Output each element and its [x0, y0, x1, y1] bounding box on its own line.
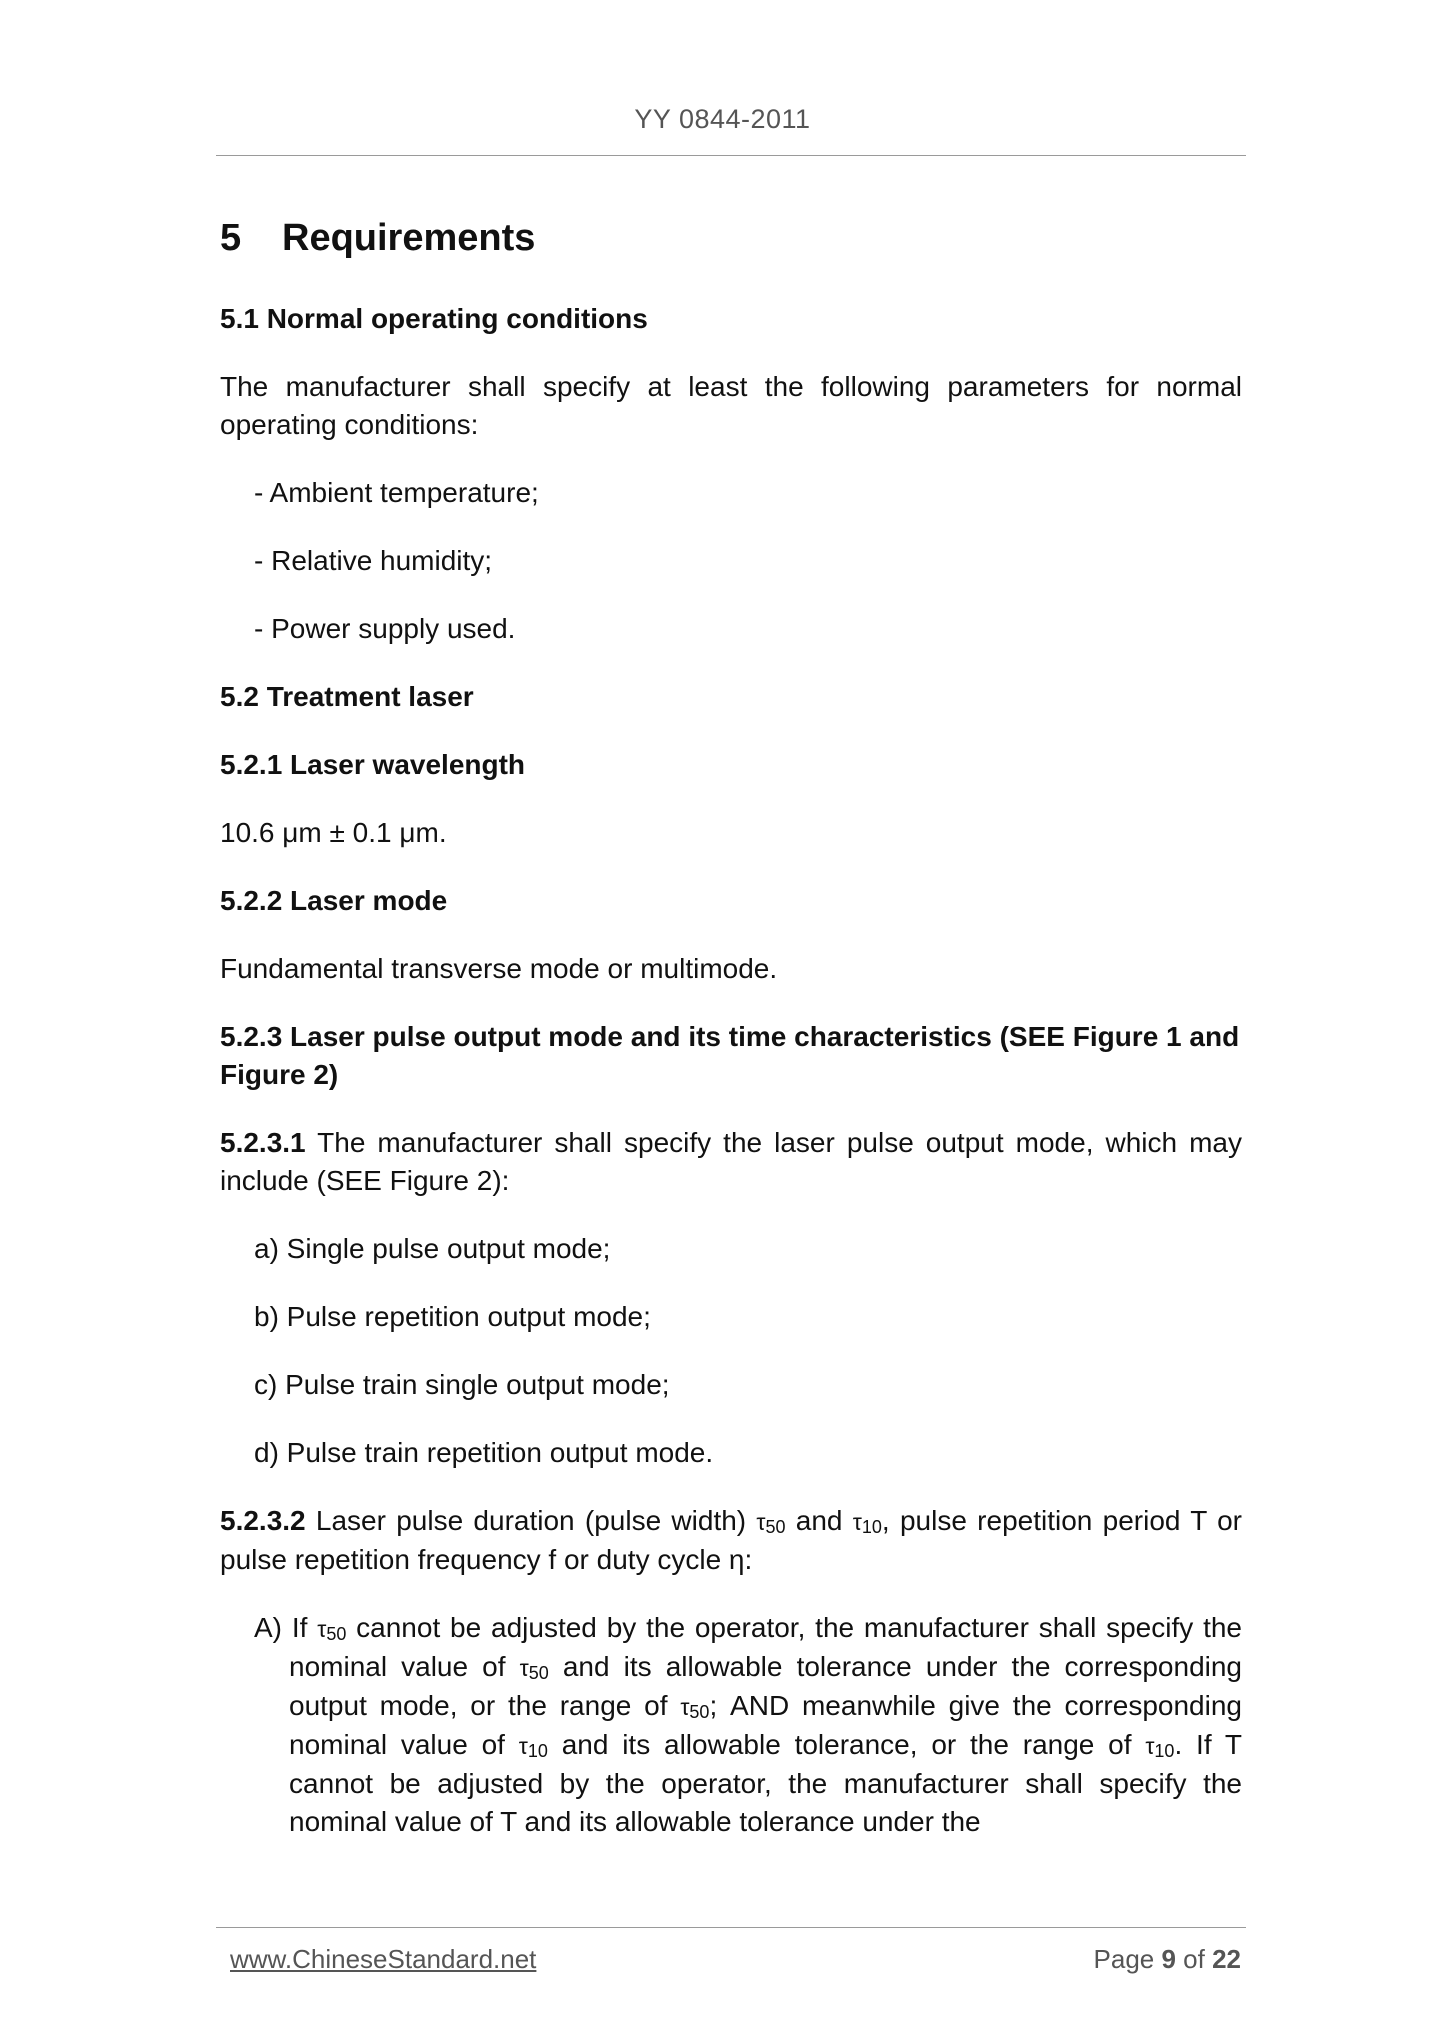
heading-5-2: 5.2 Treatment laser: [220, 681, 474, 712]
list-item: - Relative humidity;: [254, 545, 493, 576]
heading-5-2-1: 5.2.1 Laser wavelength: [220, 749, 526, 780]
tau-symbol: τ: [518, 1733, 528, 1759]
heading-5-2-2: 5.2.2 Laser mode: [220, 885, 448, 916]
list-item: - Ambient temperature;: [254, 477, 539, 508]
list-item: d) Pulse train repetition output mode.: [254, 1437, 714, 1468]
list-item: a) Single pulse output mode;: [254, 1233, 611, 1264]
heading-5-1: 5.1 Normal operating conditions: [220, 303, 648, 334]
paragraph-5-2-3-2: 5.2.3.2 Laser pulse duration (pulse width) τ50 and τ10, pulse repetition period T or pulse repetition frequency f or duty cycle η:: [220, 1505, 1242, 1575]
header-divider: [216, 155, 1246, 156]
paragraph-5-2-1: 10.6 μm ± 0.1 μm.: [220, 817, 447, 848]
tau-symbol: τ: [756, 1509, 766, 1535]
clause-text: The manufacturer shall specify the laser pulse output mode, which may include (SEE Figure 2):: [220, 1127, 1242, 1196]
section-number: 5: [220, 217, 242, 259]
paragraph-5-2-3-1: [220, 1124, 1242, 1200]
clause-number: 5.2.3.2: [220, 1505, 306, 1536]
paragraph-5-1: The manufacturer shall specify at least the following parameters for normal operating conditions:: [220, 371, 1242, 440]
list-item: c) Pulse train single output mode;: [254, 1369, 670, 1400]
section-title: Requirements: [282, 217, 536, 259]
list-item: - Power supply used.: [254, 613, 516, 644]
website-link[interactable]: www.ChineseStandard.net: [230, 1944, 537, 1974]
section-heading: [220, 212, 1242, 264]
total-pages: 22: [1212, 1944, 1241, 1974]
tau-symbol: τ: [317, 1616, 327, 1642]
list-item: b) Pulse repetition output mode;: [254, 1301, 651, 1332]
paragraph-5-2-2: Fundamental transverse mode or multimode.: [220, 953, 778, 984]
tau-symbol: τ: [680, 1694, 690, 1720]
footer-divider: [216, 1927, 1246, 1928]
standard-code-header: YY 0844-2011: [634, 104, 811, 134]
page-indicator: Page 9 of 22: [1093, 1944, 1241, 1974]
list-item-a: A) If τ50 cannot be adjusted by the operator, the manufacturer shall specify the nominal value of τ50 and its allowable tolerance under the corresponding output mode, or the range of τ50; AND meanwhile give the corresponding nominal value of τ10 and its allowable tolerance, or the range of τ10. If T cannot be adjusted by the operator, the manufacturer shall specify the nominal value of T and its allowable tolerance under the: [254, 1612, 1243, 1837]
clause-number: 5.2.3.1: [220, 1127, 306, 1158]
tau-symbol: τ: [852, 1509, 862, 1535]
page-number: 9: [1161, 1944, 1176, 1974]
page-content: [220, 212, 1242, 1841]
tau-symbol: τ: [519, 1655, 529, 1681]
heading-5-2-3: 5.2.3 Laser pulse output mode and its time characteristics (SEE Figure 1 and Figure 2): [220, 1021, 1240, 1090]
tau-symbol: τ: [1145, 1733, 1155, 1759]
